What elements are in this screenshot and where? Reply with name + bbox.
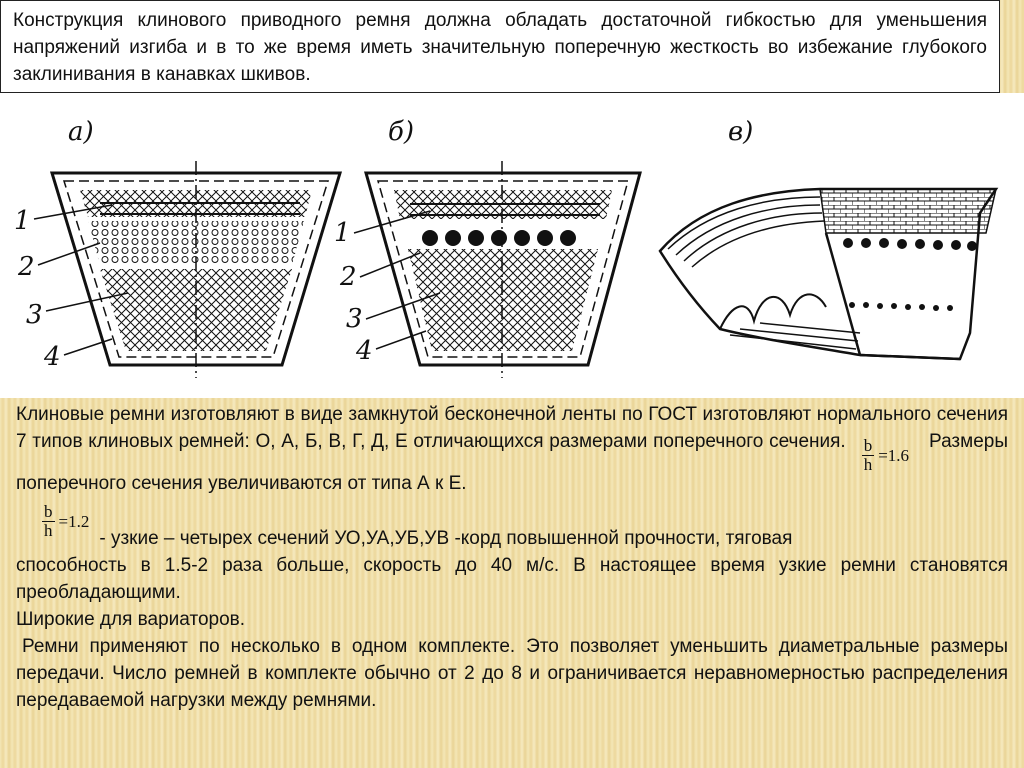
panel-c-label: в) xyxy=(728,117,754,147)
formula-2-value: =1.2 xyxy=(58,512,90,531)
section-a xyxy=(14,117,340,378)
formula-1-value: =1.6 xyxy=(878,446,910,465)
intro-text-box xyxy=(0,0,1000,93)
intro-paragraph: Конструкция клинового приводного ремня должна обладать достаточной гибкостью для уменьшения напряжений изгиба и в то же время иметь значительную поперечную жесткость во избежание глубокого заклинивания в канавках шкивов. xyxy=(13,10,987,85)
panel-a-label: а) xyxy=(68,117,94,147)
belt-diagram xyxy=(0,93,1024,398)
variator-belts-line: Широкие для вариаторов. xyxy=(16,609,246,630)
callout-b-4: 4 xyxy=(356,336,373,366)
formula-1-denominator: h xyxy=(863,455,873,474)
callout-b-1: 1 xyxy=(334,218,351,248)
section-c-perspective xyxy=(660,117,996,359)
belt-cross-section-figure xyxy=(0,93,1024,398)
formula-1-numerator: b xyxy=(863,436,873,455)
paragraph-types-text: Клиновые ремни изготовляют в виде замкнутой бесконечной ленты по ГОСТ изготовляют нормального сечения 7 типов клиновых ремней: О, А, Б, В, Г, Д, Е отличающихся размерами поперечного сечения. xyxy=(16,404,1008,452)
ratio-formula-narrow xyxy=(42,503,89,540)
callout-b-3: 3 xyxy=(346,304,363,334)
narrow-belts-paragraph: способность в 1.5-2 раза больше, скорость до 40 м/с. В настоящее время узкие ремни становятся преобладающими. xyxy=(16,555,1008,603)
callout-a-2: 2 xyxy=(18,252,35,282)
callout-a-3: 3 xyxy=(26,300,43,330)
section-b xyxy=(334,117,640,378)
callout-a-1: 1 xyxy=(14,206,31,236)
callout-a-4: 4 xyxy=(44,342,61,372)
formula-2-denominator: h xyxy=(44,521,53,540)
callout-b-2: 2 xyxy=(340,262,357,292)
belt-set-paragraph: Ремни применяют по несколько в одном комплекте. Это позволяет уменьшить диаметральные размеры передачи. Число ремней в комплекте обычно от 2 до 8 и ограничивается неравномерностью распределения передаваемой нагрузки между ремнями. xyxy=(16,636,1008,711)
narrow-belts-first-line: - узкие – четырех сечений УО,УА,УБ,УВ -корд повышенной прочности, тяговая xyxy=(99,528,793,549)
narrow-belts-line xyxy=(16,502,1008,552)
paragraph-types xyxy=(16,401,1008,497)
ratio-formula-normal xyxy=(862,437,909,474)
formula-2-numerator: b xyxy=(44,502,53,521)
paragraph-types-tail: Размеры поперечного сечения увеличиваются от типа А к Е. xyxy=(16,431,1008,494)
main-text xyxy=(16,401,1008,714)
panel-b-label: б) xyxy=(388,117,415,147)
